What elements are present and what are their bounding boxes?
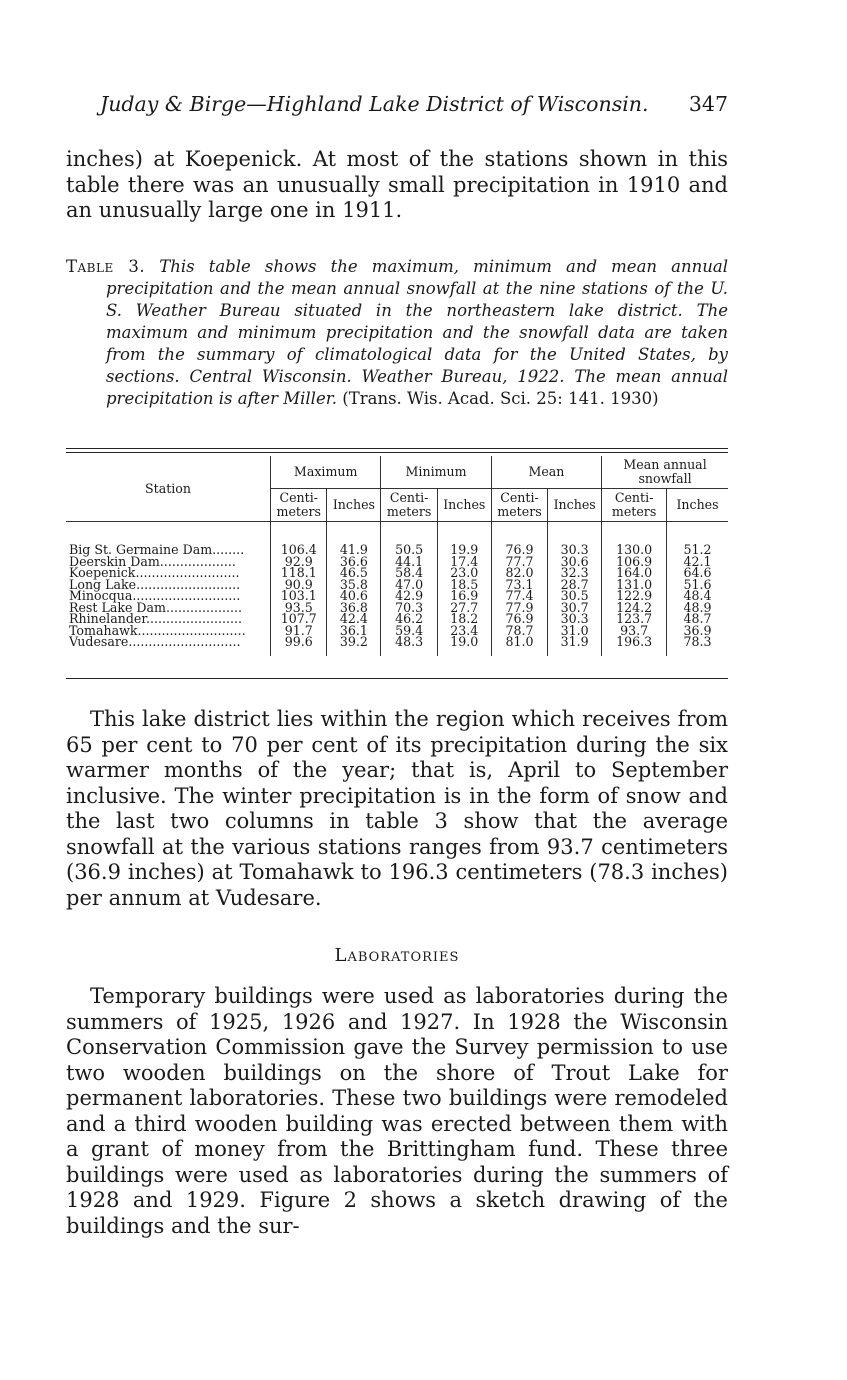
value-cell: 32.3 <box>548 567 602 579</box>
value-cell: 106.9 <box>602 556 667 568</box>
value-cell: 19.9 <box>437 522 491 556</box>
value-cell: 41.9 <box>327 522 381 556</box>
station-name: Rest Lake Dam................... <box>69 599 243 615</box>
value-cell: 164.0 <box>602 567 667 579</box>
value-cell: 48.7 <box>667 613 728 625</box>
value-cell: 39.2 <box>327 636 381 656</box>
value-cell: 107.7 <box>271 613 327 625</box>
table-row <box>66 522 728 556</box>
caption-citation: (Trans. Wis. Acad. Sci. 25: 141. 1930) <box>342 389 659 408</box>
value-cell: 77.9 <box>491 602 547 614</box>
value-cell: 17.4 <box>437 556 491 568</box>
body-paragraph-precipitation <box>66 707 728 911</box>
station-name: Rhinelander........................ <box>69 611 243 626</box>
value-cell: 124.2 <box>602 602 667 614</box>
value-cell: 36.6 <box>327 556 381 568</box>
unit-header: Inches <box>667 489 728 522</box>
value-cell: 81.0 <box>491 636 547 656</box>
value-cell: 36.9 <box>667 625 728 637</box>
value-cell: 77.7 <box>491 556 547 568</box>
value-cell: 19.0 <box>437 636 491 656</box>
table-label: Table 3. <box>66 257 146 276</box>
value-cell: 118.1 <box>271 567 327 579</box>
precipitation-table <box>66 456 728 656</box>
value-cell: 77.4 <box>491 590 547 602</box>
value-cell: 78.3 <box>667 636 728 656</box>
value-cell: 48.4 <box>667 590 728 602</box>
value-cell: 36.8 <box>327 602 381 614</box>
value-cell: 28.7 <box>548 579 602 591</box>
value-cell: 23.0 <box>437 567 491 579</box>
value-cell: 18.5 <box>437 579 491 591</box>
value-cell: 82.0 <box>491 567 547 579</box>
value-cell: 122.9 <box>602 590 667 602</box>
value-cell: 73.1 <box>491 579 547 591</box>
value-cell: 30.3 <box>548 522 602 556</box>
value-cell: 47.0 <box>381 579 437 591</box>
value-cell: 18.2 <box>437 613 491 625</box>
station-name: Long Lake.......................... <box>69 576 241 592</box>
caption-text: This table shows the maximum, minimum and mean annual precipitation and the mean annual snowfall at the nine stations of the U. S. Weather Bureau situated in the northeastern lake district. The maximum and minimum precipitation and the snowfall data are taken from the summary of climatological data for the United States, by sections. Central Wisconsin. Weather Bureau, 1922. The mean annual precipitation is after Miller. <box>106 257 728 408</box>
table-caption <box>66 256 728 410</box>
value-cell: 106.4 <box>271 522 327 556</box>
value-cell: 46.5 <box>327 567 381 579</box>
station-header: Station <box>66 456 271 522</box>
value-cell: 131.0 <box>602 579 667 591</box>
value-cell: 51.6 <box>667 579 728 591</box>
running-header <box>100 92 728 126</box>
page-number: 347 <box>688 92 728 116</box>
table-bottom-rule <box>66 678 728 679</box>
value-cell: 23.4 <box>437 625 491 637</box>
value-cell: 59.4 <box>381 625 437 637</box>
value-cell: 30.3 <box>548 613 602 625</box>
value-cell: 30.7 <box>548 602 602 614</box>
value-cell: 46.2 <box>381 613 437 625</box>
value-cell: 30.6 <box>548 556 602 568</box>
table-row <box>66 636 728 656</box>
value-cell: 78.7 <box>491 625 547 637</box>
value-cell: 93.7 <box>602 625 667 637</box>
value-cell: 44.1 <box>381 556 437 568</box>
value-cell: 30.5 <box>548 590 602 602</box>
value-cell: 58.4 <box>381 567 437 579</box>
value-cell: 123.7 <box>602 613 667 625</box>
unit-header: Inches <box>437 489 491 522</box>
unit-header: Centi- meters <box>602 489 667 522</box>
value-cell: 76.9 <box>491 613 547 625</box>
station-name: Koepenick.......................... <box>69 565 240 580</box>
value-cell: 31.9 <box>548 636 602 656</box>
table-top-rule-inner <box>66 452 728 453</box>
unit-header: Inches <box>327 489 381 522</box>
value-cell: 51.2 <box>667 522 728 556</box>
value-cell: 42.9 <box>381 590 437 602</box>
table-top-rule <box>66 448 728 449</box>
running-title: Juday & Birge—Highland Lake District of Wisconsin. <box>100 92 649 116</box>
value-cell: 35.8 <box>327 579 381 591</box>
table-group-header-row <box>66 456 728 489</box>
value-cell: 99.6 <box>271 636 327 656</box>
value-cell: 196.3 <box>602 636 667 656</box>
station-name: Deerskin Dam................... <box>69 553 236 569</box>
station-name: Minocqua........................... <box>69 588 241 603</box>
station-name: Tomahawk........................... <box>69 622 246 638</box>
body-paragraph-laboratories <box>66 984 728 1239</box>
unit-header: Centi- meters <box>271 489 327 522</box>
value-cell: 103.1 <box>271 590 327 602</box>
value-cell: 36.1 <box>327 625 381 637</box>
value-cell: 90.9 <box>271 579 327 591</box>
value-cell: 42.4 <box>327 613 381 625</box>
section-heading-laboratories: Laboratories <box>334 945 460 966</box>
value-cell: 70.3 <box>381 602 437 614</box>
station-name: Big St. Germaine Dam........ <box>69 542 245 557</box>
value-cell: 92.9 <box>271 556 327 568</box>
group-header-mean: Mean <box>491 456 601 489</box>
value-cell: 130.0 <box>602 522 667 556</box>
value-cell: 40.6 <box>327 590 381 602</box>
intro-paragraph: inches) at Koepenick. At most of the stations shown in this table there was an unusually small precipitation in 1910 and an unusually large one in 1911. <box>66 147 728 222</box>
value-cell: 50.5 <box>381 522 437 556</box>
value-cell: 48.3 <box>381 636 437 656</box>
paragraph-text: Temporary buildings were used as laboratories during the summers of 1925, 1926 and 1927. In 1928 the Wisconsin Conservation Commission gave the Survey permission to use two wooden buildings on the shore of Trout Lake for permanent laboratories. These two buildings were remodeled and a third wooden building was erected between them with a grant of money from the Brittingham fund. These three buildings were used as laboratories during the summers of 1928 and 1929. Figure 2 shows a sketch drawing of the buildings and the sur- <box>66 984 728 1238</box>
value-cell: 16.9 <box>437 590 491 602</box>
unit-header: Inches <box>548 489 602 522</box>
value-cell: 27.7 <box>437 602 491 614</box>
group-header-minimum: Minimum <box>381 456 491 489</box>
value-cell: 76.9 <box>491 522 547 556</box>
group-header-snowfall: Mean annual snowfall <box>602 456 728 489</box>
value-cell: 31.0 <box>548 625 602 637</box>
group-header-maximum: Maximum <box>271 456 381 489</box>
value-cell: 93.5 <box>271 602 327 614</box>
station-name: Vudesare............................ <box>69 634 241 649</box>
unit-header: Centi- meters <box>491 489 547 522</box>
value-cell: 64.6 <box>667 567 728 579</box>
paragraph-text: This lake district lies within the region which receives from 65 per cent to 70 per cent of its precipitation during the six warmer months of the year; that is, April to September inclusive. The winter precipitation is in the form of snow and the last two columns in table 3 show that the average snowfall at the various stations ranges from 93.7 centimeters (36.9 inches) at Tomahawk to 196.3 centimeters (78.3 inches) per annum at Vudesare. <box>66 707 728 910</box>
value-cell: 91.7 <box>271 625 327 637</box>
unit-header: Centi- meters <box>381 489 437 522</box>
value-cell: 48.9 <box>667 602 728 614</box>
value-cell: 42.1 <box>667 556 728 568</box>
